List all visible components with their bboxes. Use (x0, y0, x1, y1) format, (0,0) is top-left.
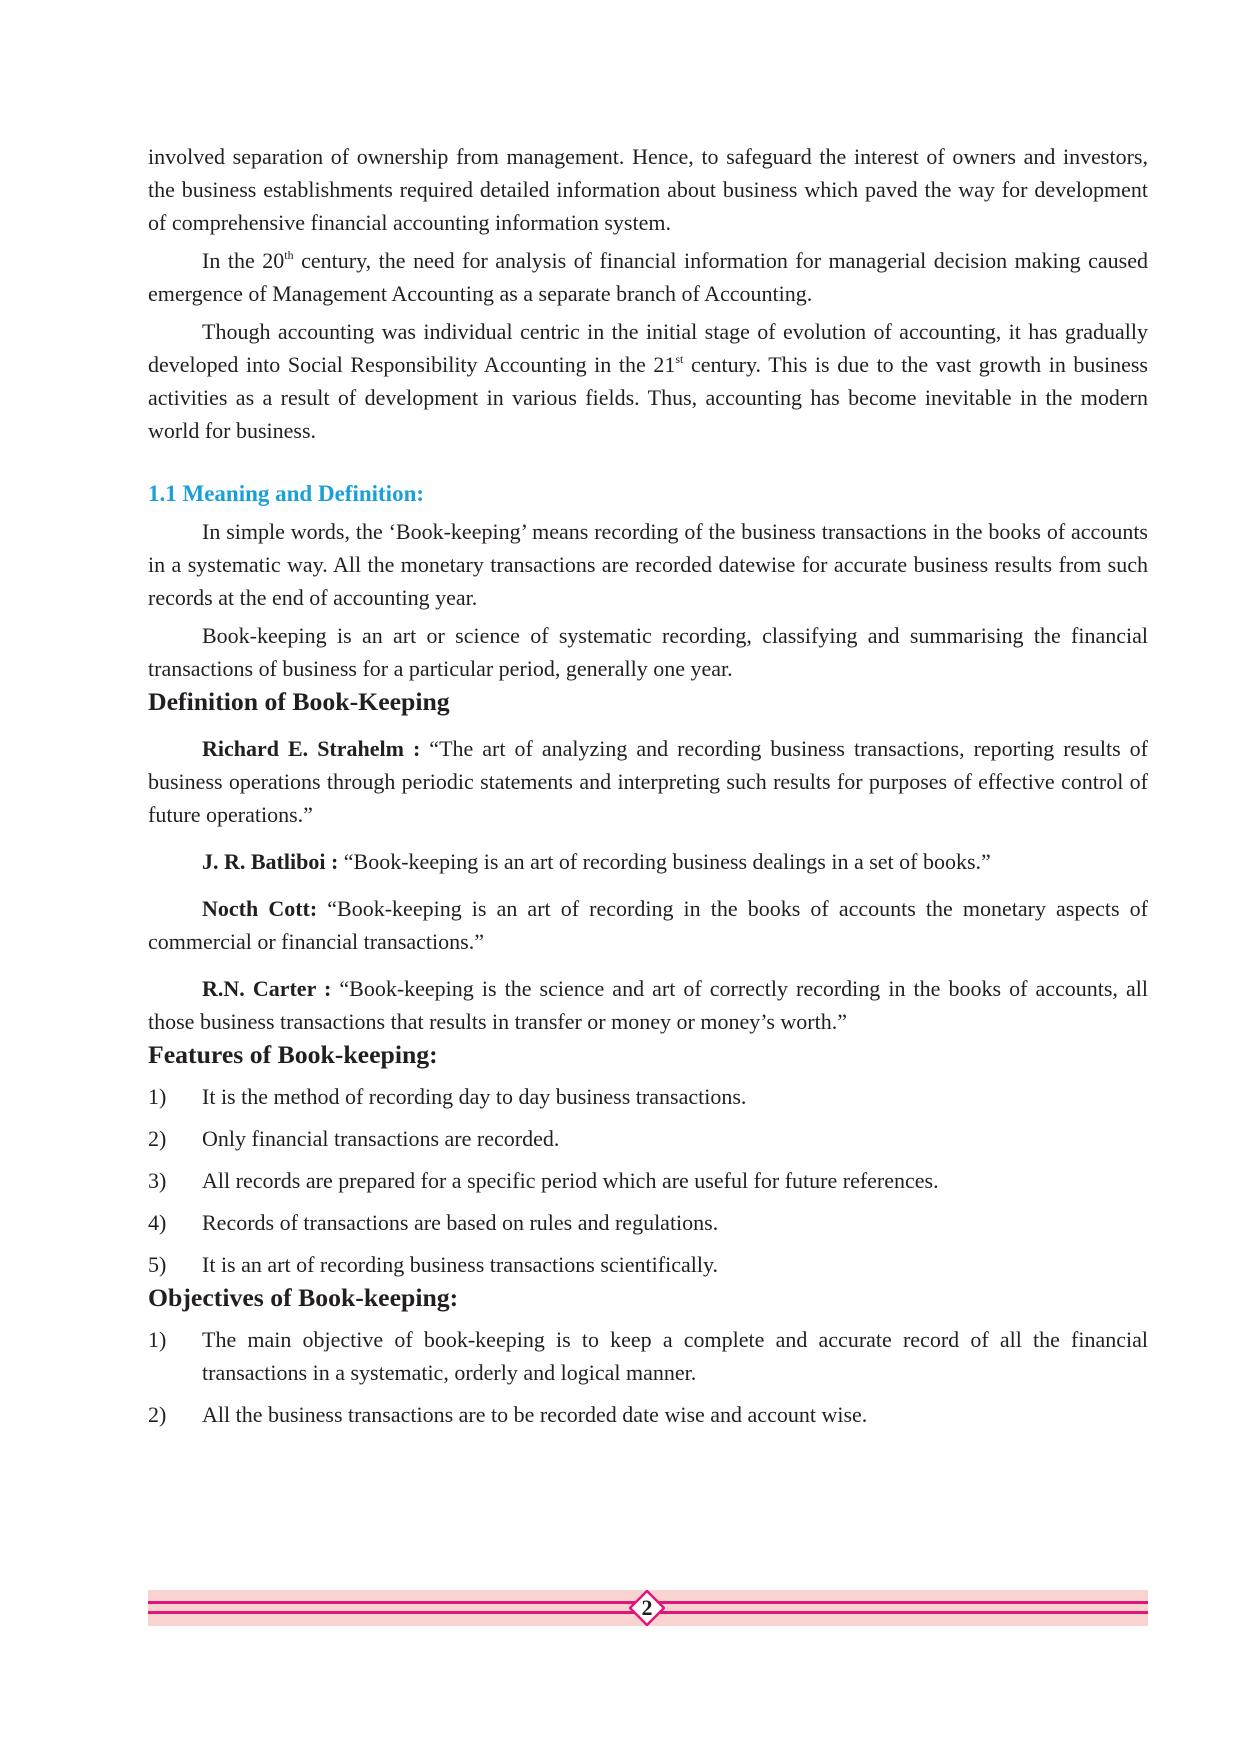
definition-strahelm (148, 732, 1148, 831)
features-list (148, 1080, 1148, 1281)
list-text: The main objective of book-keeping is to keep a complete and accurate record of all the financial transactions in a systematic, orderly and logical manner. (202, 1327, 1148, 1385)
page-content (148, 140, 1148, 1431)
definition-text: “Book-keeping is an art of recording business dealings in a set of books.” (338, 849, 991, 874)
definition-cott (148, 892, 1148, 958)
definition-author: Nocth Cott: (202, 896, 318, 921)
list-number: 5) (148, 1252, 167, 1277)
section-title-meaning: 1.1 Meaning and Definition: (148, 481, 425, 506)
definition-author: R.N. Carter : (202, 976, 332, 1001)
definition-carter (148, 972, 1148, 1038)
objectives-list (148, 1323, 1148, 1431)
intro-paragraph-3-start: Though accounting was individual centric in the initial stage of evolution of accounting, it has gradually developed into Social Responsibility Accounting in the 21 (148, 319, 1148, 377)
definition-text: “Book-keeping is the science and art of correctly recording in the books of accounts, all those business transactions that results in transfer or money or money’s worth.” (148, 976, 1148, 1034)
list-item (148, 1164, 1148, 1197)
definition-author: Richard E. Strahelm : (202, 736, 421, 761)
ordinal-suffix-st: st (675, 352, 684, 366)
list-number: 1) (148, 1084, 167, 1109)
intro-paragraph-2-end: century, the need for analysis of financial information for managerial decision making caused emergence of Management Accounting as a separate branch of Accounting. (148, 248, 1148, 306)
list-item (148, 1323, 1148, 1389)
definitions-heading: Definition of Book-Keeping (148, 687, 450, 716)
list-item (148, 1122, 1148, 1155)
page-number: 2 (641, 1595, 653, 1620)
intro-paragraph-1: involved separation of ownership from management. Hence, to safeguard the interest of owners and investors, the business establishments required detailed information about business which paved the way for development of comprehensive financial accounting information system. (148, 144, 1148, 235)
definition-batliboi (148, 845, 1148, 878)
list-number: 2) (148, 1126, 167, 1151)
meaning-paragraph-1: In simple words, the ‘Book-keeping’ means recording of the business transactions in the books of accounts in a systematic way. All the monetary transactions are recorded datewise for accurate business results from such records at the end of accounting year. (148, 519, 1148, 610)
list-number: 1) (148, 1327, 167, 1352)
list-text: Only financial transactions are recorded. (202, 1126, 560, 1151)
page-footer (148, 1586, 1148, 1630)
list-number: 2) (148, 1402, 167, 1427)
list-text: Records of transactions are based on rules and regulations. (202, 1210, 719, 1235)
objectives-heading: Objectives of Book-keeping: (148, 1283, 459, 1312)
ordinal-suffix-th: th (284, 248, 294, 262)
list-text: It is an art of recording business transactions scientifically. (202, 1252, 719, 1277)
list-text: All the business transactions are to be recorded date wise and account wise. (202, 1402, 868, 1427)
list-text: All records are prepared for a specific period which are useful for future references. (202, 1168, 939, 1193)
list-number: 4) (148, 1210, 167, 1235)
intro-paragraph-2 (148, 244, 1148, 310)
meaning-paragraph-2: Book-keeping is an art or science of systematic recording, classifying and summarising the financial transactions of business for a particular period, generally one year. (148, 623, 1148, 681)
list-item (148, 1248, 1148, 1281)
intro-paragraph-3-end: century. This is due to the vast growth in business activities as a result of development in various fields. Thus, accounting has become inevitable in the modern world for business. (148, 352, 1148, 443)
features-heading: Features of Book-keeping: (148, 1040, 438, 1069)
definition-text: “The art of analyzing and recording business transactions, reporting results of business operations through periodic statements and interpreting such results for purposes of effective control of future operations.” (148, 736, 1149, 827)
intro-paragraph-2-start: In the 20 (202, 248, 285, 273)
list-item (148, 1080, 1148, 1113)
definition-author: J. R. Batliboi : (202, 849, 339, 874)
intro-paragraph-3 (148, 315, 1148, 447)
list-number: 3) (148, 1168, 167, 1193)
list-item (148, 1206, 1148, 1239)
list-item (148, 1398, 1148, 1431)
list-text: It is the method of recording day to day business transactions. (202, 1084, 747, 1109)
definition-text: “Book-keeping is an art of recording in the books of accounts the monetary aspects of commercial or financial transactions.” (148, 896, 1148, 954)
